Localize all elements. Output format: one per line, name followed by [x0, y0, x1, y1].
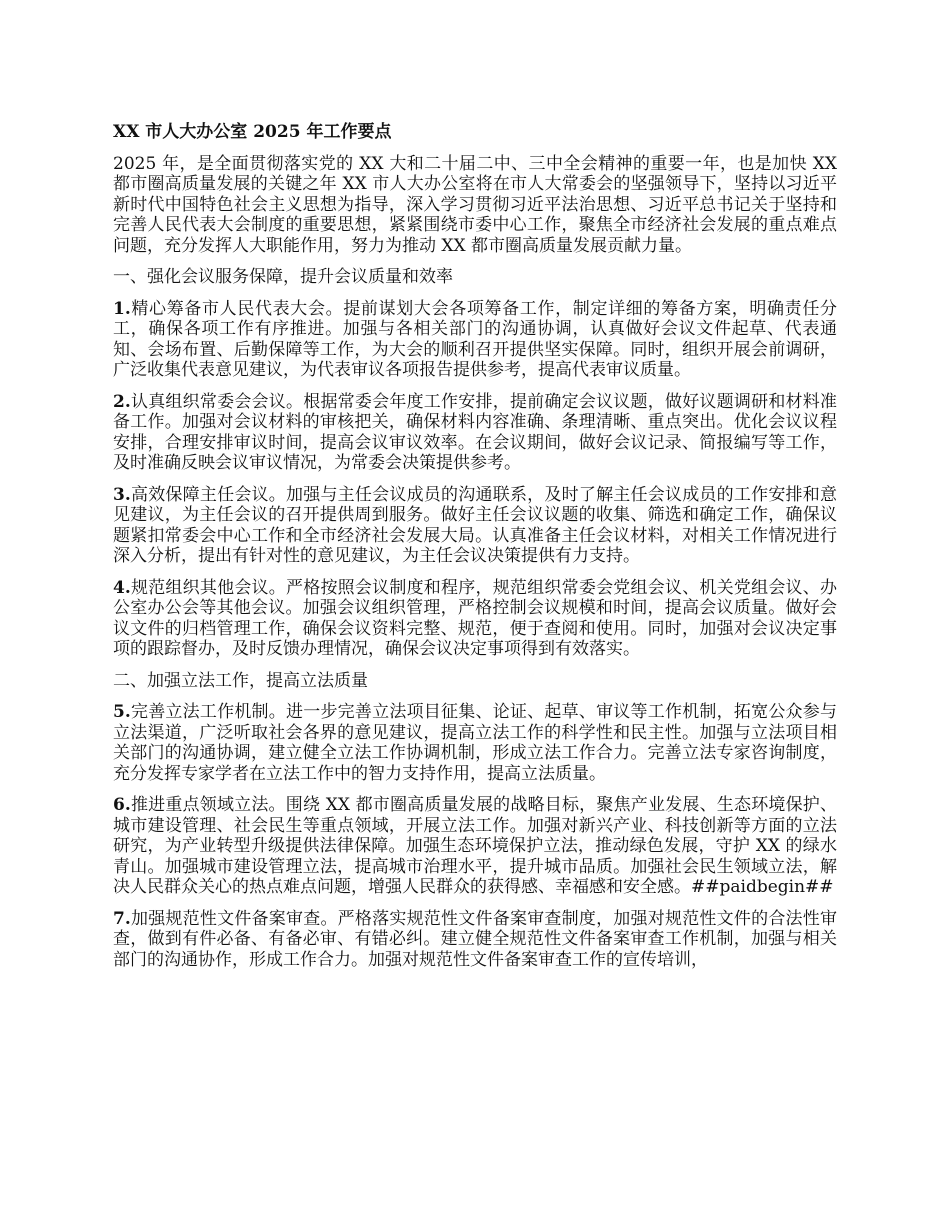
section-heading-1: 一、强化会议服务保障，提升会议质量和效率 — [113, 267, 453, 287]
item-text: 高效保障主任会议。加强与主任会议成员的沟通联系，及时了解主任会议成员的工作安排和意见建议，为主任会议的召开提供周到服务。做好主任会议议题的收集、筛选和确定工作，确保议题紧扣常委会中心工作和全市经济社会发展大局。认真准备主任会议材料，对相关工作情况进行深入分析，提出有针对性的意见建议，为主任会议决策提供有力支持。 — [113, 484, 837, 566]
item-text: 规范组织其他会议。严格按照会议制度和程序，规范组织常委会党组会议、机关党组会议、办公室办公会等其他会议。加强会议组织管理，严格控制会议规模和时间，提高会议质量。做好会议文件的归档管理工作，确保会议资料完整、规范，便于查阅和使用。同时，加强对会议决定事项的跟踪督办，及时反馈办理情况，确保会议决定事项得到有效落实。 — [113, 577, 837, 659]
item-paragraph-1 — [113, 299, 837, 381]
item-text: 完善立法工作机制。进一步完善立法项目征集、论证、起草、审议等工作机制，拓宽公众参与立法渠道，广泛听取社会各界的意见建议，提高立法工作的科学性和民主性。加强与立法项目相关部门的沟通协调，建立健全立法工作协调机制，形成立法工作合力。完善立法专家咨询制度，充分发挥专家学者在立法工作中的智力支持作用，提高立法质量。 — [113, 702, 837, 784]
item-number: 6. — [113, 795, 131, 815]
intro-paragraph: 2025 年，是全面贯彻落实党的 XX 大和二十届二中、三中全会精神的重要一年，也是加快 XX 都市圈高质量发展的关键之年 XX 市人大办公室将在市人大常委会的坚强领导下，坚持以习近平新时代中国特色社会主义思想为指导，深入学习贯彻习近平法治思想、习近平总书记关于坚持和完善人民代表大会制度的重要思想，紧紧围绕市委中心工作，聚焦全市经济社会发展的重点难点问题，充分发挥人大职能作用，努力为推动 XX 都市圈高质量发展贡献力量。 — [113, 153, 837, 256]
item-text: 认真组织常委会会议。根据常委会年度工作安排，提前确定会议议题，做好议题调研和材料准备工作。加强对会议材料的审核把关，确保材料内容准确、条理清晰、重点突出。优化会议议程安排，合理安排审议时间，提高会议审议效率。在会议期间，做好会议记录、简报编写等工作，及时准确反映会议审议情况，为常委会决策提供参考。 — [113, 391, 837, 473]
item-text: 推进重点领域立法。围绕 XX 都市圈高质量发展的战略目标，聚焦产业发展、生态环境保护、城市建设管理、社会民生等重点领域，开展立法工作。加强对新兴产业、科技创新等方面的立法研究，为产业转型升级提供法律保障。加强生态环境保护立法，推动绿色发展，守护 XX 的绿水青山。加强城市建设管理立法，提高城市治理水平，提升城市品质。加强社会民生领域立法，解决人民群众关心的热点难点问题，增强人民群众的获得感、幸福感和安全感。##paidbegin## — [113, 795, 837, 897]
document-page — [113, 122, 837, 981]
item-paragraph-5 — [113, 702, 837, 784]
item-paragraph-6 — [113, 795, 837, 898]
document-title: XX 市人大办公室 2025 年工作要点 — [113, 122, 392, 142]
item-text: 精心筹备市人民代表大会。提前谋划大会各项筹备工作，制定详细的筹备方案，明确责任分工，确保各项工作有序推进。加强与各相关部门的沟通协调，认真做好会议文件起草、代表通知、会场布置、后勤保障等工作，为大会的顺利召开提供坚实保障。同时，组织开展会前调研，广泛收集代表意见建议，为代表审议各项报告提供参考，提高代表审议质量。 — [113, 298, 837, 380]
item-number: 5. — [113, 702, 131, 722]
item-number: 7. — [113, 908, 131, 929]
item-number: 4. — [113, 577, 131, 598]
item-paragraph-2 — [113, 392, 837, 474]
item-number: 3. — [113, 484, 131, 505]
item-number: 1. — [113, 298, 131, 319]
section-heading-2: 二、加强立法工作，提高立法质量 — [113, 670, 368, 691]
item-paragraph-7 — [113, 909, 837, 971]
item-number: 2. — [113, 391, 131, 412]
item-paragraph-3 — [113, 485, 837, 567]
item-paragraph-4 — [113, 578, 837, 660]
item-text: 加强规范性文件备案审查。严格落实规范性文件备案审查制度，加强对规范性文件的合法性审查，做到有件必备、有备必审、有错必纠。建立健全规范性文件备案审查工作机制，加强与相关部门的沟通协作，形成工作合力。加强对规范性文件备案审查工作的宣传培训， — [113, 908, 837, 970]
